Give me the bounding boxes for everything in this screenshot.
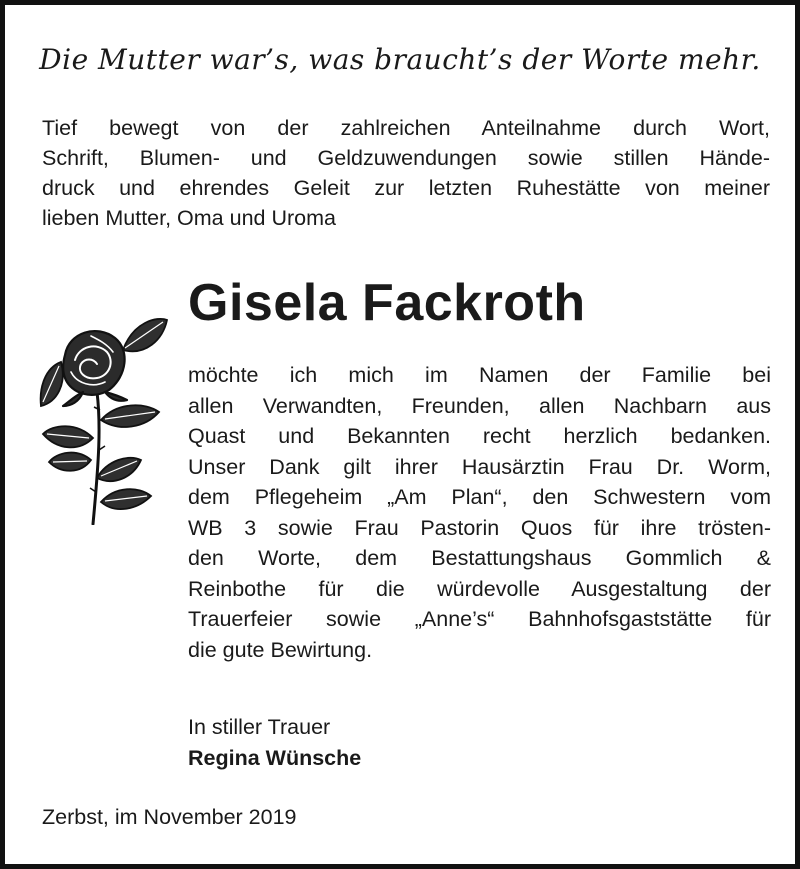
thanks-line: WB 3 sowie Frau Pastorin Quos für ihre trösten-: [188, 515, 771, 540]
thanks-line: Trauerfeier sowie „Anne’s“ Bahnhofsgaststätte für: [188, 607, 771, 631]
intro-line: Schrift, Blumen- und Geldzuwendungen sowie stillen Hände-: [42, 146, 770, 170]
rose-icon: [35, 310, 170, 525]
intro-line: druck und ehrendes Geleit zur letzten Ruhestätte von meiner: [42, 176, 770, 200]
intro-line: lieben Mutter, Oma und Uroma: [42, 206, 336, 230]
thanks-line: die gute Bewirtung.: [188, 637, 373, 662]
deceased-name: Gisela Fackroth: [188, 274, 586, 332]
mourning-label: In stiller Trauer: [188, 715, 331, 739]
intro-line: Tief bewegt von der zahlreichen Anteilnahme durch Wort,: [42, 116, 770, 140]
intro-paragraph: [42, 113, 770, 233]
thanks-line: Quast und Bekannten recht herzlich bedanken.: [188, 424, 771, 448]
mourning-signature: [188, 712, 361, 774]
thanks-line: möchte ich mich im Namen der Familie bei: [188, 363, 771, 387]
signer-name: Regina Wünsche: [188, 746, 362, 770]
thanks-line: den Worte, dem Bestattungshaus Gommlich &: [188, 546, 771, 570]
motto-heading: Die Mutter war’s, was braucht’s der Worte mehr.: [39, 43, 761, 76]
thanks-line: Unser Dank gilt ihrer Hausärztin Frau Dr. Worm,: [188, 454, 771, 479]
thanks-line: allen Verwandten, Freunden, allen Nachbarn aus: [188, 393, 771, 418]
thanks-paragraph: [188, 360, 771, 665]
place-date: Zerbst, im November 2019: [42, 805, 297, 829]
thanks-line: Reinbothe für die würdevolle Ausgestaltung der: [188, 576, 771, 601]
thanks-line: dem Pflegeheim „Am Plan“, den Schwestern vom: [188, 485, 771, 509]
